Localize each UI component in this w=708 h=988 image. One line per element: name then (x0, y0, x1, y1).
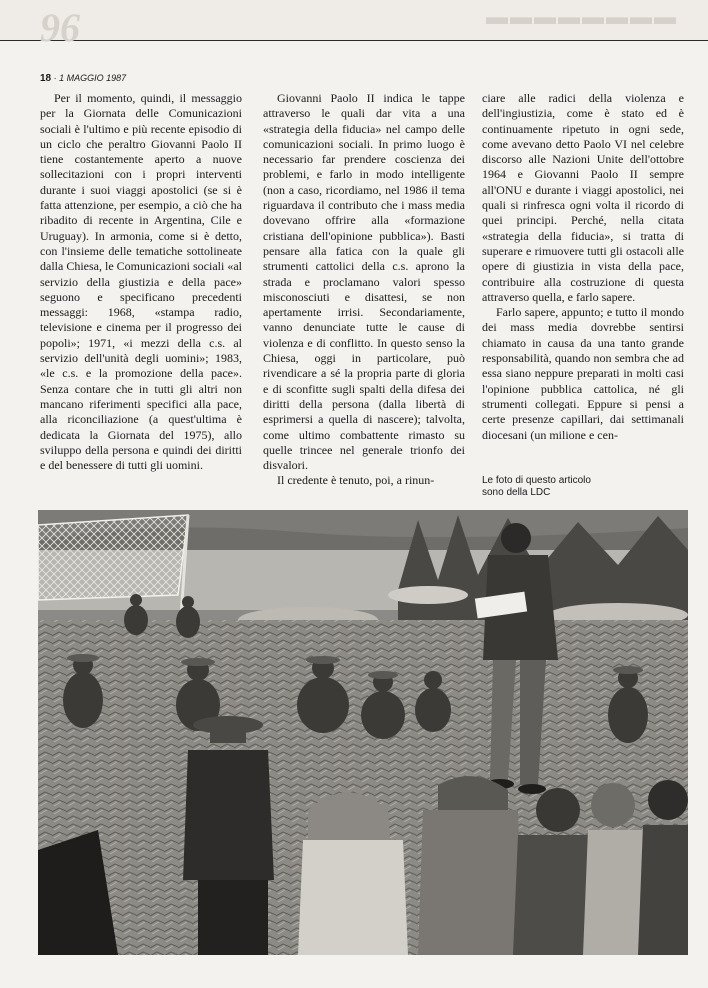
text-column-3 (482, 91, 684, 443)
paragraph: Giovanni Paolo II indica le tappe attraverso le quali dar vita a una «strategia della fiducia» nel campo delle comunicazioni sociali. In primo luogo è necessario far prendere coscienza dei problemi, e farlo in modo intelligente (non a caso, ricordiamo, nel 1986 il tema riguardava il contributo che i mass media dovevano offrire alla «formazione cristiana dell'opinione pubblica»). Basti pensare alla fatica con la quale gli strumenti cattolici della c.s. aprono la strada e proclamano valori spesso misconosciuti e disattesi, se non apertamente irrisi. Secondariamente, vanno denunciate tutte le cause di violenza e di conflitto. In questo senso la Chiesa, oggi in particolare, può rivendicare a sé la propria parte di gloria e di sconfitte sugli spalti della difesa dei diritti della persona (dalla libertà di esprimersi a quella di nascere); talvolta, come ultimo combattente rimasto su quelle trincee nel generale trionfo dei disvalori. (263, 91, 465, 473)
header-bleed-mark: 96 (40, 5, 80, 50)
folio-separator: · (53, 73, 57, 83)
caption-line: sono della LDC (482, 487, 551, 498)
page-number: 18 (40, 73, 52, 84)
paragraph: Per il momento, quindi, il messaggio per la Giornata delle Comunicazioni sociali è l'ultimo e più recente episodio di un ciclo che peraltro Giovanni Paolo II tiene costantemente aperto a nuove sollecitazioni con i propri interventi durante i suoi viaggi apostolici (se si è fatta attenzione, per esempio, a ciò che ha ribadito di recente in Argentina, Cile e Uruguay). In armonia, come si è detto, con l'insieme delle tematiche sottolineate dalla Chiesa, le Comunicazioni sociali «al servizio della giustizia e della pace» seguono e specificano precedenti messaggi: 1968, «stampa radio, televisione e cinema per il progresso dei popoli»; 1971, «i mezzi della c.s. al servizio dell'unità degli uomini»; 1983, «le c.s. e la promozione della pace». Senza contare che in tutti gli altri non mancano riferimenti specifici alla pace, alla riconciliazione (a quest'ultima è dedicata la Giornata del 1975), allo sviluppo della persona e quindi dei diritti e del benessere di tutti gli uomini. (40, 91, 242, 473)
page-header-band (0, 0, 708, 50)
text-column-1 (40, 91, 242, 473)
issue-date: 1 MAGGIO 1987 (59, 73, 127, 83)
photo-illustration (38, 510, 688, 955)
text-column-2 (263, 91, 465, 489)
caption-line: Le foto di questo articolo (482, 475, 591, 486)
header-bleed-mark: ▬▬▬▬▬▬▬▬ (486, 4, 678, 29)
paragraph: Farlo sapere, appunto; e tutto il mondo dei mass media dovrebbe sentirsi chiamato in causa da una tanto grande responsabilità, quando non sembra che ad essa siano neppure preparati in molti casi l'opinione pubblica cattolica, né gli strumenti collegati. Eppure si pensi a certe presenze capillari, dai settimanali diocesani (un milione e cen- (482, 305, 684, 442)
paragraph: ciare alle radici della violenza e dell'ingiustizia, come è stato ed è continuamente ripetuto in ogni sede, come avevano detto Paolo VI nel celebre discorso alle Nazioni Unite dell'ottobre 1964 e Giovanni Paolo II sempre all'ONU e durante i viaggi apostolici, nei quali si rinfresca ogni volta il ricordo di quei principi. Perché, nella citata «strategia della fiducia», si tratta di superare e rimuovere tutti gli ostacoli alle opere di giustizia in vista della pace, contribuire alla costruzione di questa attraverso quella, e farlo sapere. (482, 91, 684, 304)
page-folio (40, 73, 126, 84)
paragraph: Il credente è tenuto, poi, a rinun- (277, 473, 435, 488)
photo-caption (482, 475, 682, 499)
article-photo (38, 510, 688, 955)
